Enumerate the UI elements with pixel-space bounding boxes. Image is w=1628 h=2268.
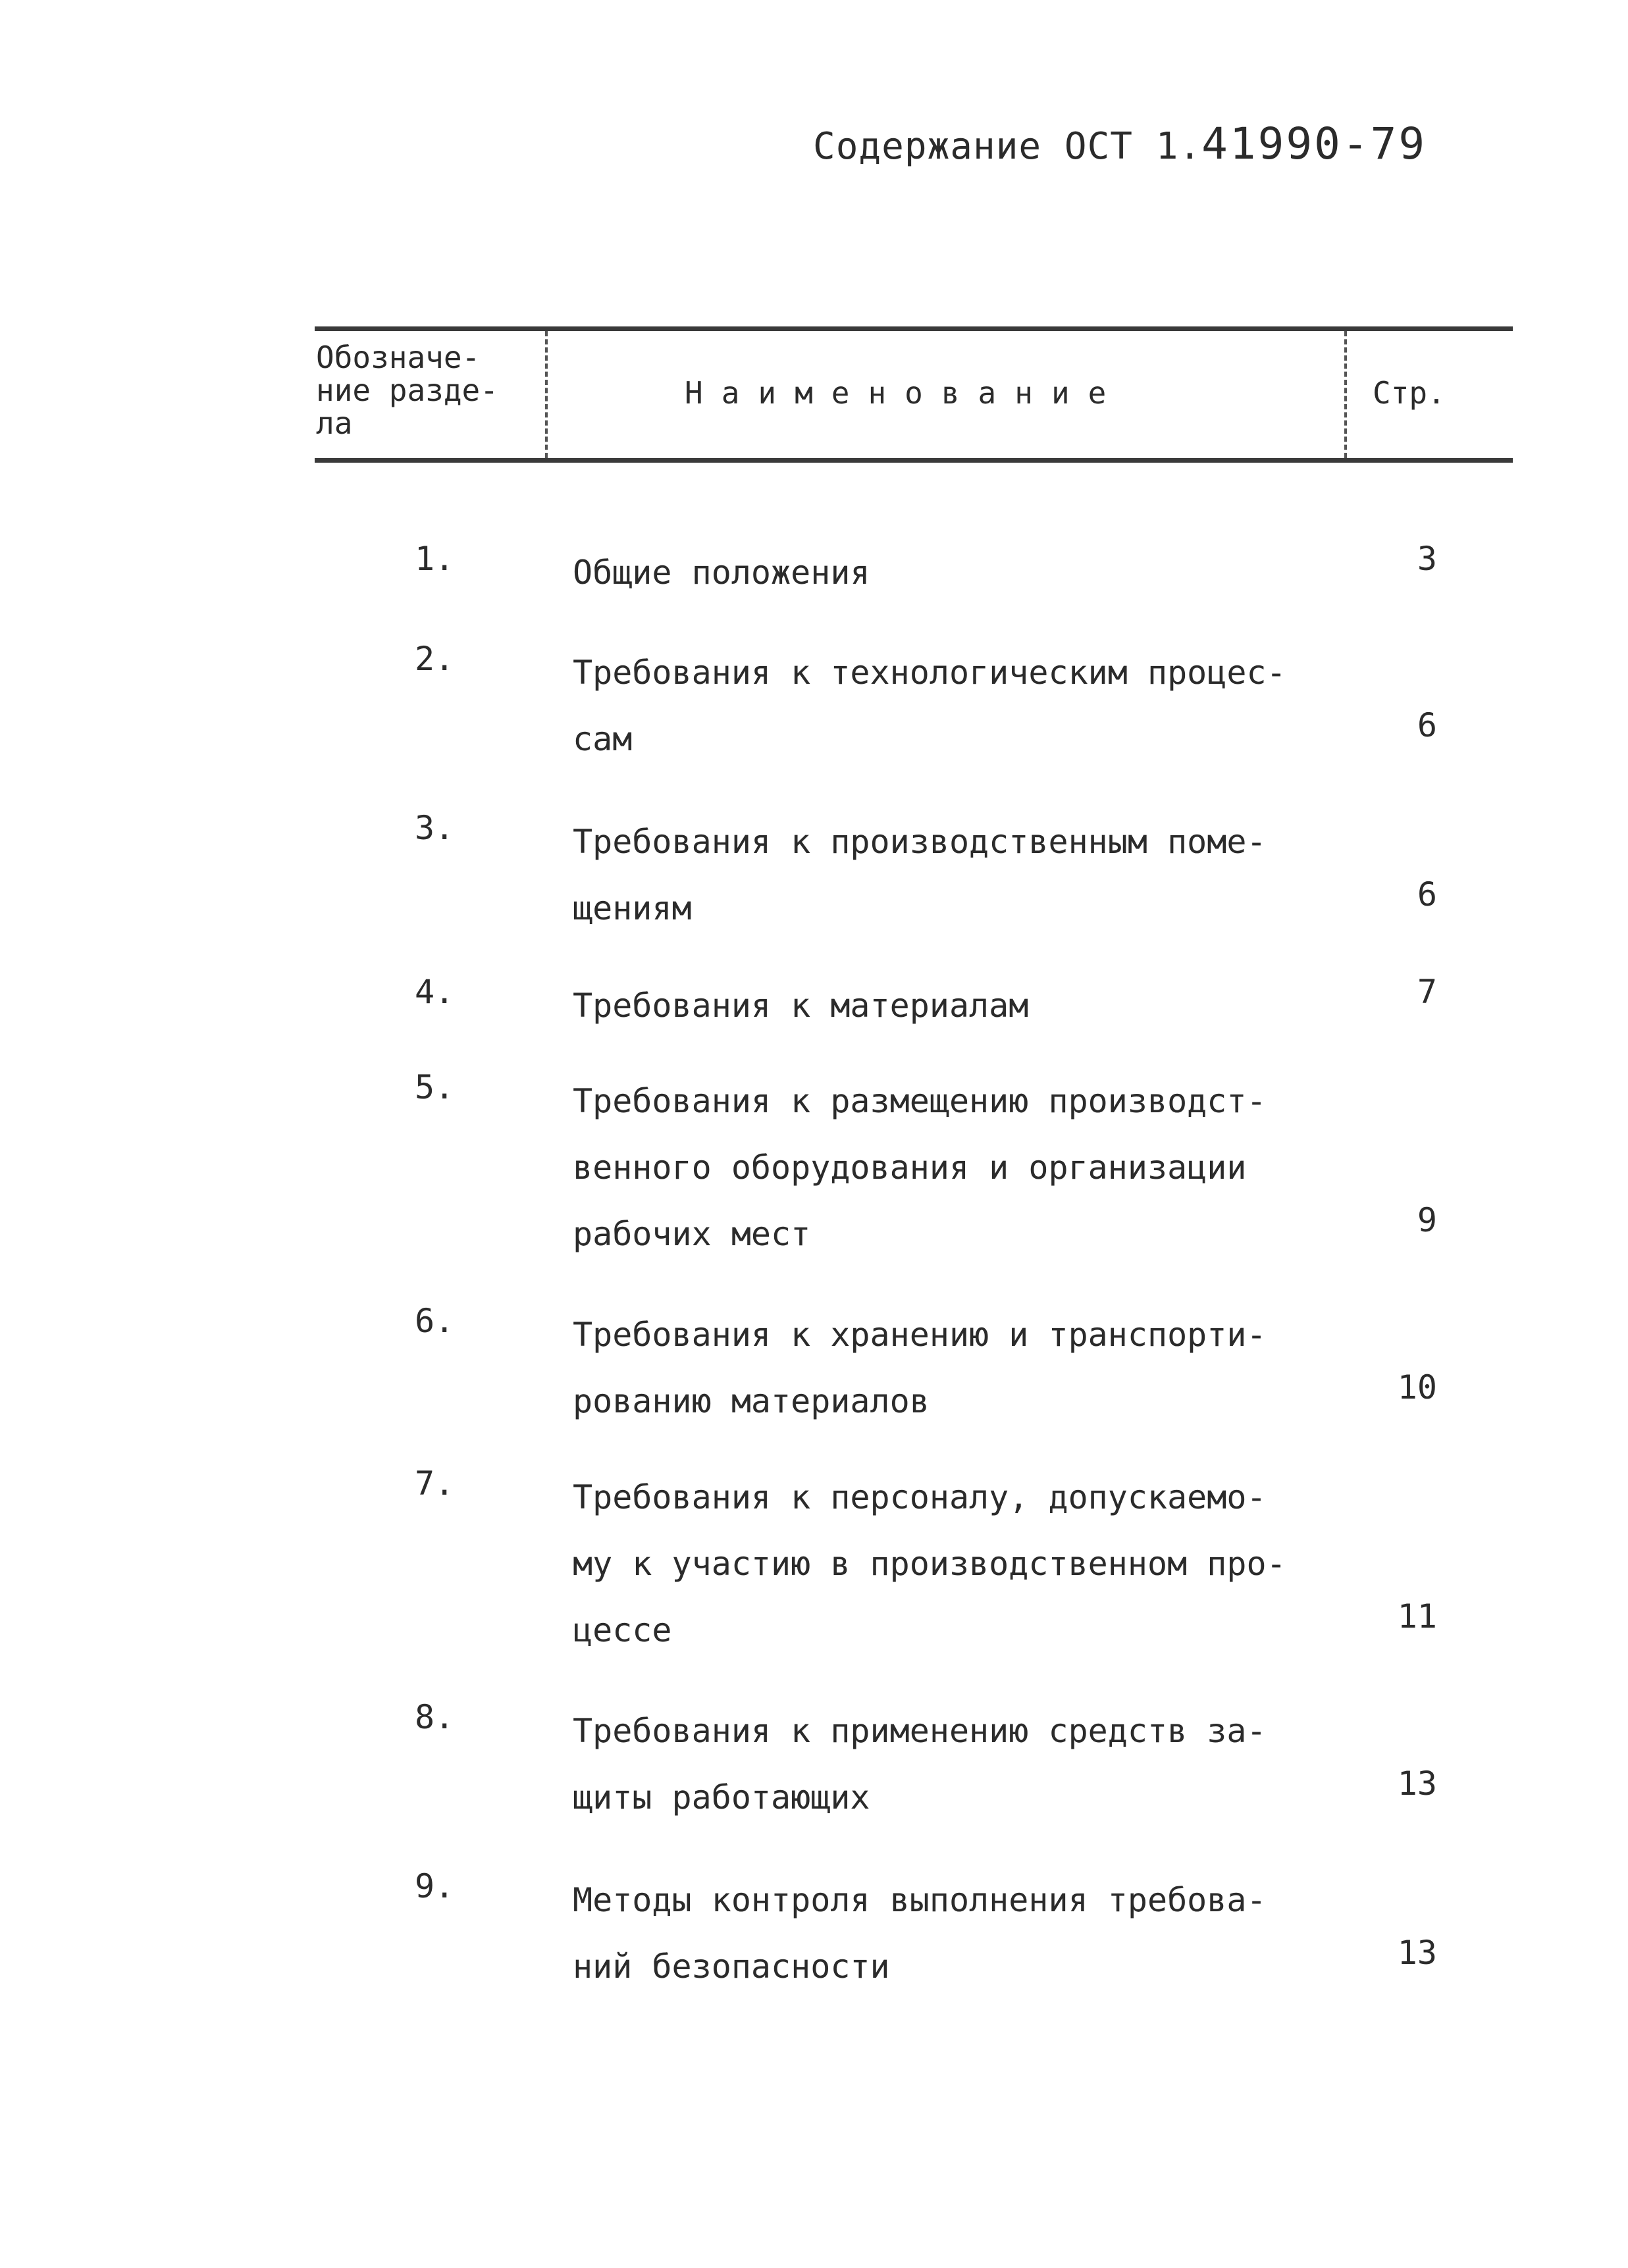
toc-entry-title-line: му к участию в производственном про- [573,1545,1286,1583]
toc-entry-page: 3 [1417,540,1437,578]
toc-entry-title-line: Общие положения [573,554,870,592]
toc-entry-title-line: Методы контроля выполнения требова- [573,1881,1267,1919]
column-separator-left [545,331,548,458]
toc-entry-title-line: Требования к материалам [573,987,1029,1025]
toc-entry-title [573,1302,1317,1435]
toc-entry-page: 6 [1417,706,1437,744]
toc-entry-number: 4. [415,973,455,1011]
column-separator-right [1344,331,1347,458]
toc-entry-number: 6. [415,1302,455,1340]
toc-entry-number: 3. [415,809,455,847]
toc-entry-number: 9. [415,1867,455,1905]
toc-entry-number: 5. [415,1068,455,1106]
toc-entry-title-line: ний безопасности [573,1947,890,1986]
header-name: Наименование [685,375,1125,411]
toc-entry-title [573,540,1317,606]
toc-entry-title [573,1698,1317,1831]
toc-entry-number: 1. [415,540,455,578]
toc-entry-title [573,1068,1317,1268]
toc-entry-number: 7. [415,1464,455,1503]
toc-entry-page: 13 [1397,1765,1437,1803]
title-number: 41990-79 [1201,118,1427,169]
toc-entry-title-line: щиты работающих [573,1778,870,1817]
toc-entry-title-line: щениям [573,889,692,927]
toc-entry-page: 7 [1417,973,1437,1011]
toc-entry-page: 11 [1397,1597,1437,1636]
toc-entry-title-line: Требования к производственным поме- [573,823,1267,861]
toc-entry-title-line: венного оборудования и организации [573,1148,1247,1187]
toc-entry-title-line: Требования к технологическим процес- [573,654,1286,692]
header-page: Стр. [1373,375,1446,411]
toc-entry-title [573,1867,1317,2000]
toc-entry-number: 8. [415,1698,455,1736]
table-header-rule [315,458,1513,463]
document-title [813,118,1427,169]
toc-entry-title-line: рабочих мест [573,1215,811,1253]
toc-entry-title [573,1464,1317,1664]
header-section-designation: Обозначе- ние разде- ла [316,340,498,441]
toc-entry-title-line: цессе [573,1611,672,1649]
toc-entry-title [573,640,1317,773]
toc-entry-title-line: Требования к применению средств за- [573,1712,1267,1750]
toc-entry-title-line: Требования к размещению производст- [573,1082,1267,1120]
toc-entry-title [573,973,1317,1039]
toc-entry-number: 2. [415,640,455,678]
toc-entry-title-line: рованию материалов [573,1382,930,1420]
toc-entry-title-line: сам [573,720,633,758]
table-top-rule [315,326,1513,331]
toc-entry-page: 6 [1417,875,1437,914]
toc-entry-title [573,809,1317,942]
toc-entry-page: 13 [1397,1934,1437,1972]
toc-entry-page: 9 [1417,1201,1437,1239]
title-code: ОСТ 1. [1064,125,1202,168]
toc-entry-title-line: Требования к персоналу, допускаемо- [573,1478,1267,1516]
toc-entry-page: 10 [1397,1368,1437,1406]
toc-entry-title-line: Требования к хранению и транспорти- [573,1316,1267,1354]
title-prefix: Содержание [813,125,1042,168]
